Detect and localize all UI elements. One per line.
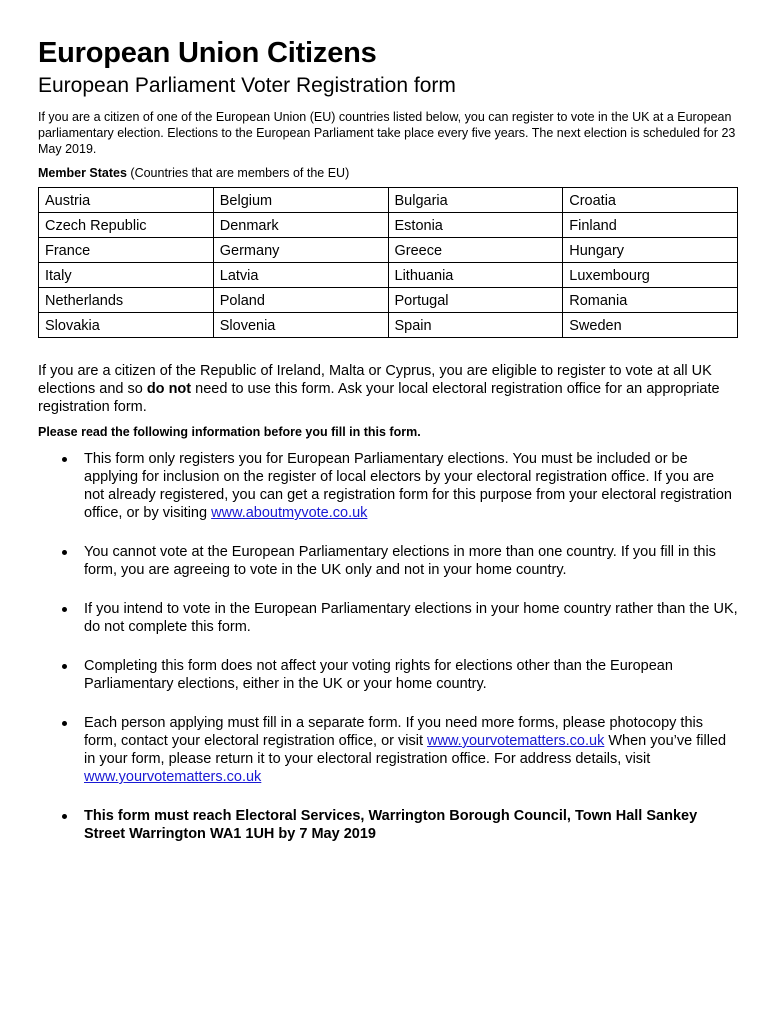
table-row xyxy=(39,263,738,288)
yourvotematters-link[interactable]: www.yourvotematters.co.uk xyxy=(427,733,605,749)
ireland-note-part1: If you are a citizen of the Republic of Ireland, Malta or Cyprus, you are eligible to register to vote at all UK elections and so xyxy=(38,363,712,397)
table-cell: Portugal xyxy=(388,288,563,313)
page-subtitle: European Parliament Voter Registration form xyxy=(38,74,456,97)
bullet-text: Each person applying must fill in a separate form. If you need more forms, please photocopy this form, contact your electoral registration office, or visit xyxy=(84,715,703,749)
member-states-heading-bold: Member States xyxy=(38,166,127,180)
member-states-heading xyxy=(38,165,738,181)
bullet-icon xyxy=(62,607,67,612)
table-cell: Luxembourg xyxy=(563,263,738,288)
table-cell: Slovenia xyxy=(213,313,388,338)
bullet-text: Completing this form does not affect your voting rights for elections other than the European Parliamentary elections, either in the UK or your home country. xyxy=(84,658,673,692)
bullet-icon xyxy=(62,814,67,819)
table-cell: Bulgaria xyxy=(388,188,563,213)
member-states-heading-rest: (Countries that are members of the EU) xyxy=(126,166,350,180)
table-cell: Netherlands xyxy=(39,288,214,313)
bullet-icon xyxy=(62,721,67,726)
information-list xyxy=(38,450,738,843)
table-cell: Croatia xyxy=(563,188,738,213)
list-item xyxy=(38,600,738,636)
list-item xyxy=(38,450,738,522)
yourvotematters-address-link[interactable]: www.yourvotematters.co.uk xyxy=(84,769,262,785)
table-cell: Hungary xyxy=(563,238,738,263)
bullet-text: This form only registers you for European Parliamentary elections. You must be included or be applying for inclusion on the register of local electors by your electoral registration office. If you are not already registered, you can get a registration form for this purpose from your electoral registration office, or by visiting xyxy=(84,451,732,521)
table-cell: Greece xyxy=(388,238,563,263)
deadline-text: This form must reach Electoral Services, Warrington Borough Council, Town Hall Sankey Street Warrington WA1 1UH by 7 May 2019 xyxy=(84,808,698,842)
table-row xyxy=(39,288,738,313)
table-cell: Germany xyxy=(213,238,388,263)
ireland-note-part2: need to use this form. Ask your local electoral registration office for an appropriate registration form. xyxy=(38,381,720,415)
ireland-malta-cyprus-note xyxy=(38,362,738,416)
table-cell: Belgium xyxy=(213,188,388,213)
list-item xyxy=(38,657,738,693)
table-cell: Romania xyxy=(563,288,738,313)
table-cell: Lithuania xyxy=(388,263,563,288)
table-row xyxy=(39,313,738,338)
table-row xyxy=(39,213,738,238)
table-cell: Finland xyxy=(563,213,738,238)
bullet-text: If you intend to vote in the European Parliamentary elections in your home country rather than the UK, do not complete this form. xyxy=(84,601,738,635)
table-cell: France xyxy=(39,238,214,263)
intro-paragraph: If you are a citizen of one of the European Union (EU) countries listed below, you can register to vote in the UK at a European parliamentary election. Elections to the European Parliament take place every five years. The next election is scheduled for 23 May 2019. xyxy=(38,110,736,156)
list-item xyxy=(38,714,738,786)
table-cell: Spain xyxy=(388,313,563,338)
page-title: European Union Citizens xyxy=(38,37,377,69)
table-row xyxy=(39,188,738,213)
table-cell: Sweden xyxy=(563,313,738,338)
please-read-heading: Please read the following information before you fill in this form. xyxy=(38,425,421,439)
table-cell: Poland xyxy=(213,288,388,313)
bullet-icon xyxy=(62,664,67,669)
member-states-table xyxy=(38,187,738,338)
bullet-text: You cannot vote at the European Parliamentary elections in more than one country. If you fill in this form, you are agreeing to vote in the UK only and not in your home country. xyxy=(84,544,716,578)
table-cell: Slovakia xyxy=(39,313,214,338)
bullet-icon xyxy=(62,457,67,462)
table-cell: Estonia xyxy=(388,213,563,238)
form-page xyxy=(38,36,738,864)
ireland-note-bold: do not xyxy=(146,381,192,397)
table-cell: Czech Republic xyxy=(39,213,214,238)
table-cell: Latvia xyxy=(213,263,388,288)
table-cell: Denmark xyxy=(213,213,388,238)
bullet-text: When you’ve filled in your form, please return it to your electoral registration office. For address details, visit xyxy=(84,733,727,767)
table-row xyxy=(39,238,738,263)
list-item xyxy=(38,807,738,843)
aboutmyvote-link[interactable]: www.aboutmyvote.co.uk xyxy=(211,505,368,521)
table-cell: Italy xyxy=(39,263,214,288)
table-cell: Austria xyxy=(39,188,214,213)
bullet-icon xyxy=(62,550,67,555)
list-item xyxy=(38,543,738,579)
